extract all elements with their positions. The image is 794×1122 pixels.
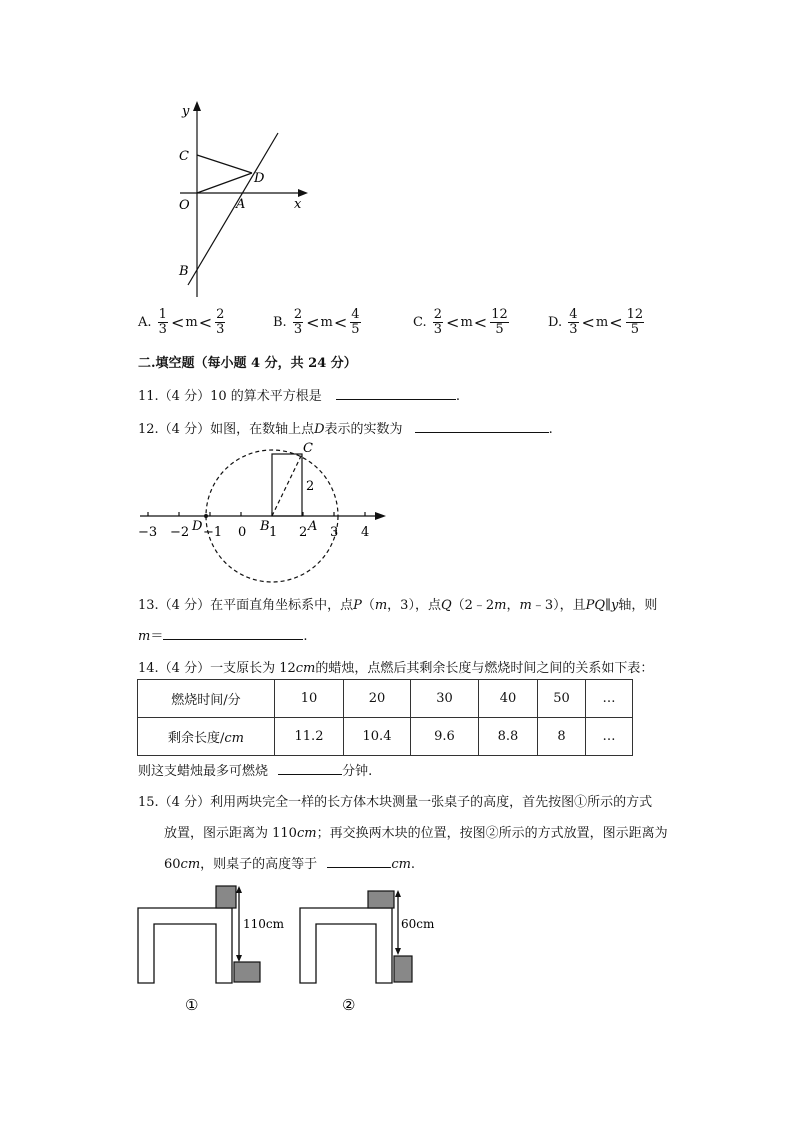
tick-label: 2 [299, 525, 308, 540]
table-cell: 10.4 [344, 718, 411, 756]
arrow-head [395, 948, 401, 955]
table-cell: 10 [275, 680, 344, 718]
table-cell: 11.2 [275, 718, 344, 756]
question-12: 12.（4 分）如图，在数轴上点D表示的实数为 . [138, 422, 553, 437]
point-d-dot [204, 514, 208, 518]
x-axis-arrow [298, 189, 308, 197]
arrow-head [236, 955, 242, 962]
wood-block-top-2 [368, 891, 394, 908]
fraction: $\frac{4}{3}$ [569, 307, 578, 337]
answer-blank-12[interactable] [415, 420, 549, 433]
number-line-arrow [375, 512, 386, 520]
table-cell: 20 [344, 680, 411, 718]
tick-label: 4 [361, 525, 370, 540]
number-line-figure [130, 436, 400, 586]
arrow-head [236, 886, 242, 893]
answer-blank-15[interactable] [327, 855, 391, 868]
table-cell: 40 [479, 680, 538, 718]
tick-label: 0 [238, 525, 247, 540]
table-header-cell: 燃烧时间/分 [138, 680, 275, 718]
distance-label-1: 110cm [243, 917, 285, 931]
figure-caption-1: ① [185, 996, 199, 1014]
wood-block-top-1 [216, 886, 236, 908]
answer-blank-13[interactable] [163, 627, 303, 640]
wood-block-bottom-1 [234, 962, 260, 982]
point-c-label: C [179, 149, 189, 164]
figure-caption-2: ② [342, 996, 356, 1014]
choice-a[interactable]: A. $\frac{1}{3}$ < m < $\frac{2}{3}$ [138, 307, 225, 337]
tick-label: 1 [269, 525, 278, 540]
table-cell: … [586, 718, 633, 756]
y-axis-arrow [193, 101, 201, 111]
line-bd [188, 133, 278, 285]
fraction: $\frac{4}{5}$ [351, 307, 360, 337]
fraction: $\frac{2}{3}$ [433, 307, 443, 337]
question-11: 11.（4 分）10 的算术平方根是 . [138, 389, 461, 404]
table-cell: 8.8 [479, 718, 538, 756]
table-shape-1 [138, 908, 232, 983]
table-row [138, 680, 633, 718]
table-cell: 30 [411, 680, 479, 718]
choice-d[interactable]: D. $\frac{4}{3}$ < m < $\frac{12}{5}$ [548, 307, 644, 337]
tick-label: 3 [330, 525, 339, 540]
x-axis-label: x [294, 197, 302, 212]
diagonal-bc [272, 454, 302, 516]
origin-label: O [179, 198, 190, 213]
question-14-after: 则这支蜡烛最多可燃烧 分钟. [138, 764, 373, 779]
table-header-cell: 剩余长度/cm [138, 718, 275, 756]
table-row [138, 718, 633, 756]
distance-label-2: 60cm [401, 917, 435, 931]
section-title: 二.填空题（每小题 4 分，共 24 分） [138, 356, 357, 371]
coordinate-graph [160, 95, 320, 305]
point-b-label: B [260, 519, 270, 534]
table-shape-2 [300, 908, 392, 983]
fraction: $\frac{1}{3}$ [158, 307, 167, 337]
choice-c[interactable]: C. $\frac{2}{3}$ < m < $\frac{12}{5}$ [413, 307, 508, 337]
y-axis-label: y [182, 104, 190, 119]
arrow-head [395, 890, 401, 897]
fraction: $\frac{12}{5}$ [626, 307, 644, 337]
tick-label: −1 [203, 525, 223, 540]
wood-block-bottom-2 [394, 956, 412, 982]
question-14: 14.（4 分）一支原长为 12cm的蜡烛，点燃后其剩余长度与燃烧时间之间的关系如下表： [138, 661, 654, 676]
question-15-line2: 放置，图示距离为 110cm；再交换两木块的位置，按图②所示的方式放置，图示距离为 [164, 826, 668, 841]
side-length-label: 2 [306, 479, 315, 494]
candle-table [137, 679, 633, 756]
question-15: 15.（4 分）利用两块完全一样的长方体木块测量一张桌子的高度，首先按图①所示的方式 [138, 795, 653, 810]
question-15-line3: 60cm，则桌子的高度等于 cm. [164, 857, 416, 872]
question-13-line2: m＝ . [138, 629, 308, 644]
point-c-label: C [303, 441, 313, 456]
answer-blank-11[interactable] [336, 387, 456, 400]
table-cell: … [586, 680, 633, 718]
table-cell: 50 [538, 680, 586, 718]
point-a-label: A [308, 519, 318, 534]
table-cell: 9.6 [411, 718, 479, 756]
point-b-label: B [179, 264, 189, 279]
tick-label: −2 [170, 525, 190, 540]
point-d-label: D [254, 171, 265, 186]
segment-cd [197, 155, 252, 173]
choice-b[interactable]: B. $\frac{2}{3}$ < m < $\frac{4}{5}$ [273, 307, 360, 337]
answer-blank-14[interactable] [278, 762, 342, 775]
table-measurement-figure [130, 880, 460, 1020]
point-d-label: D [192, 519, 203, 534]
fraction: $\frac{2}{3}$ [216, 307, 225, 337]
point-a-label: A [236, 197, 246, 212]
fraction: $\frac{12}{5}$ [491, 307, 508, 337]
tick-label: −3 [138, 525, 158, 540]
question-13: 13.（4 分）在平面直角坐标系中，点P（m，3），点Q（2﹣2m，m﹣3），且PQ∥y轴，则 [138, 598, 658, 613]
fraction: $\frac{2}{3}$ [293, 307, 303, 337]
table-cell: 8 [538, 718, 586, 756]
